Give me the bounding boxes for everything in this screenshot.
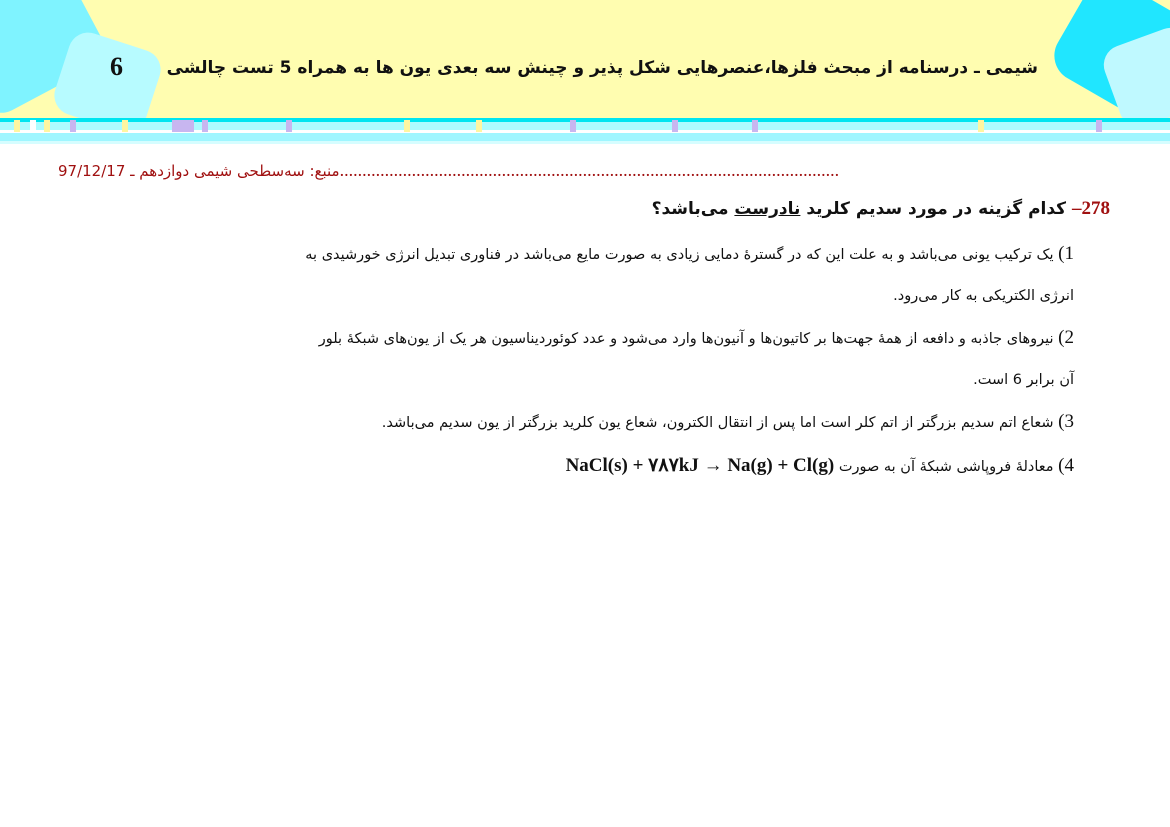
page-header bbox=[0, 0, 1170, 118]
question-underlined-word: نادرست bbox=[734, 199, 801, 219]
page-title: شیمی ـ درسنامه از مبحث فلزها،عنصرهایی شکل پذیر و چینش سه بعدی یون ها به همراه 5 تست چالشی bbox=[166, 58, 1038, 78]
question-text: کدام گزینه در مورد سدیم کلرید bbox=[806, 199, 1067, 219]
header-stripe bbox=[0, 118, 1170, 144]
equation: NaCl(s) + ۷۸۷kJ → Na(g) + Cl(g) bbox=[565, 455, 835, 476]
question-stem bbox=[652, 198, 1110, 220]
source-line bbox=[58, 160, 1110, 181]
source-dots: ............................................................................................................... bbox=[339, 160, 840, 180]
option-1-line-2: انرژی الکتریکی به کار می‌رود. bbox=[893, 288, 1074, 304]
option-2-line-1: 2) نیروهای جاذبه و دافعه از همۀ جهت‌ها بر کاتیون‌ها و آنیون‌ها وارد می‌شود و عدد کوئوردیناسیون هر یک از یون‌های شبکۀ بلور bbox=[318, 327, 1074, 348]
source-label: منبع: سه‌سطحی شیمی دوازدهم ـ 97/12/17 bbox=[58, 162, 340, 180]
option-4: 4) معادلۀ فروپاشی شبکۀ آن به صورت NaCl(s) + ۷۸۷kJ → Na(g) + Cl(g) bbox=[565, 455, 1074, 476]
option-3: 3) شعاع اتم سدیم بزرگتر از اتم کلر است اما پس از انتقال الکترون، شعاع یون کلرید بزرگتر از یون سدیم می‌باشد. bbox=[381, 411, 1074, 432]
option-1-line-1: 1) یک ترکیب یونی می‌باشد و به علت این که در گسترۀ دمایی زیادی به صورت مایع می‌باشد در فناوری تبدیل انرژی خورشیدی به bbox=[305, 243, 1074, 264]
question-number: 278– bbox=[1072, 198, 1110, 219]
question-text-end: می‌باشد؟ bbox=[651, 199, 729, 219]
option-2-line-2: آن برابر 6 است. bbox=[973, 372, 1074, 388]
page-number: 6 bbox=[110, 52, 123, 81]
